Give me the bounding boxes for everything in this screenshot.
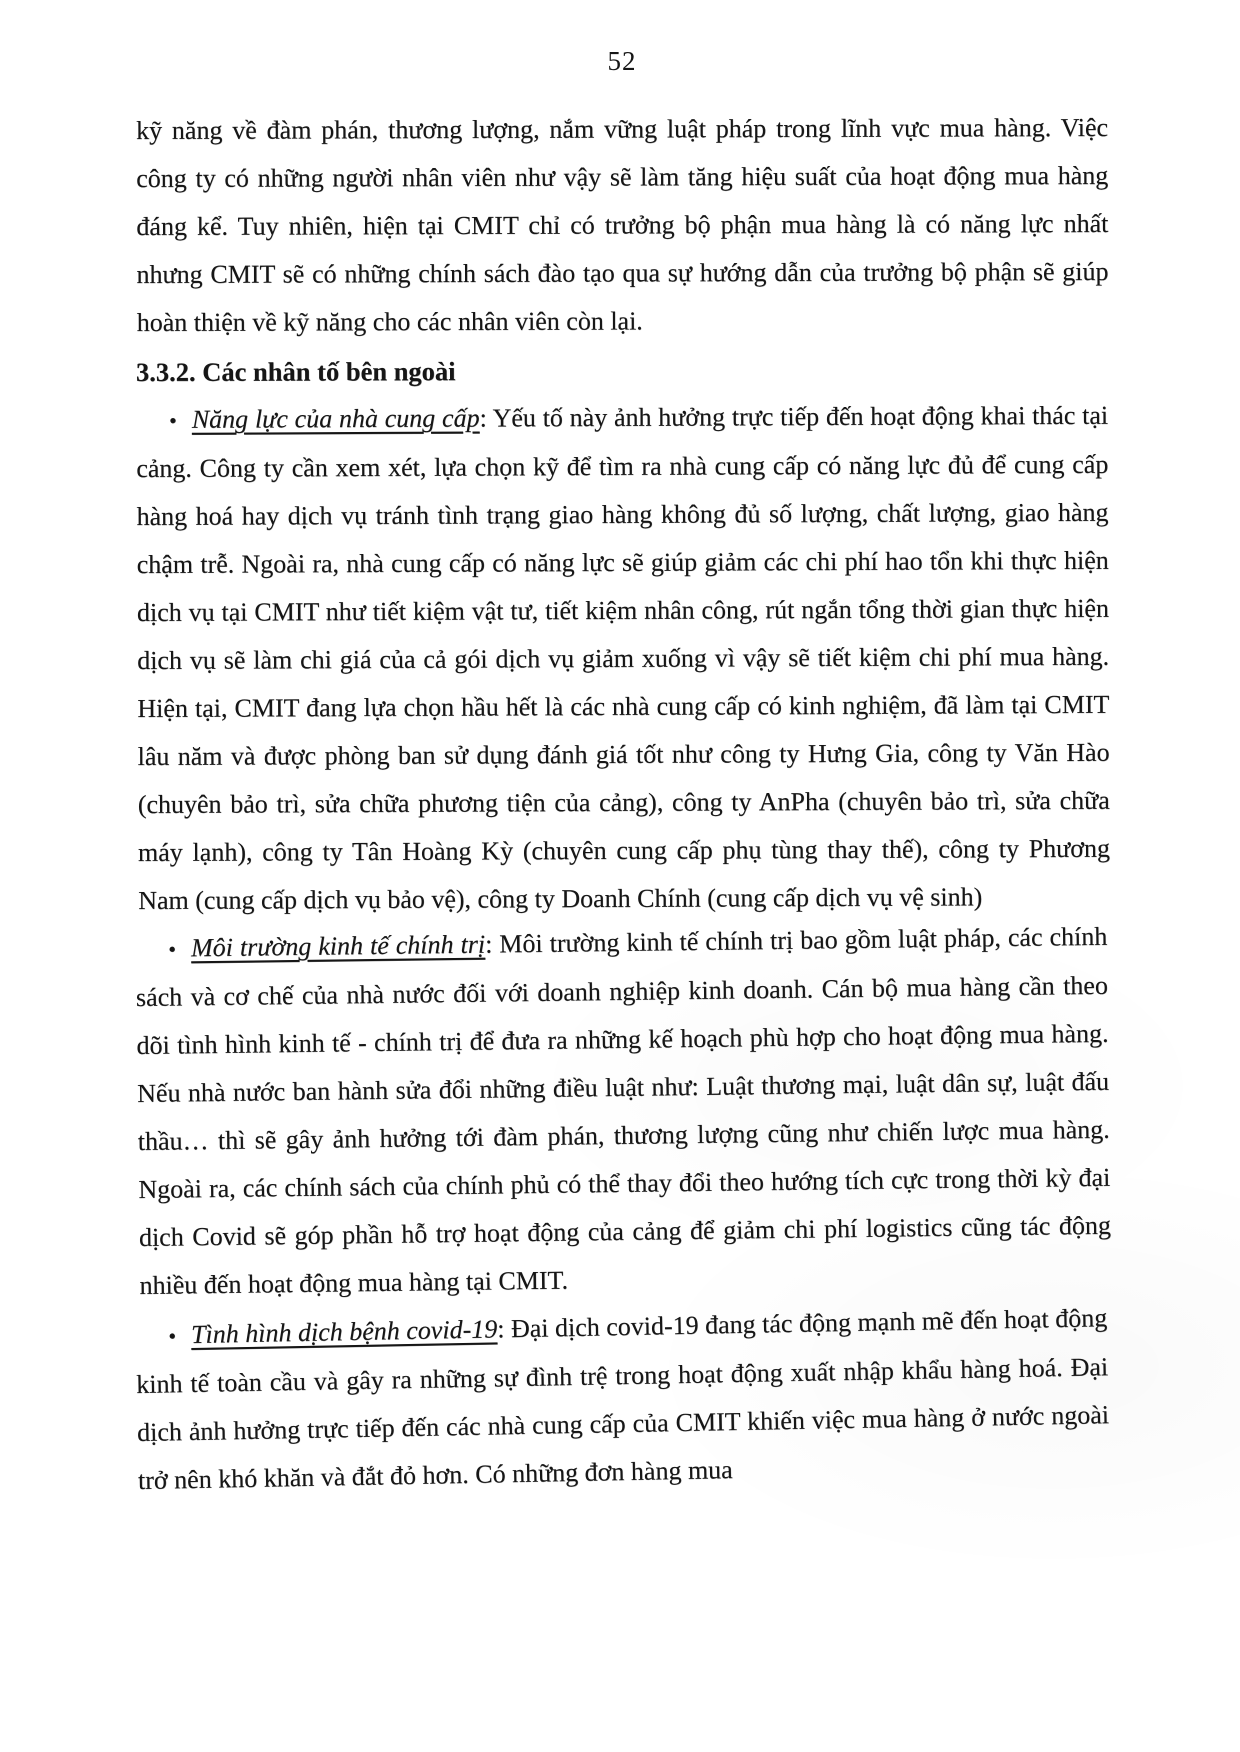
bullet-lead: Môi trường kinh tế chính trị [190, 929, 486, 963]
bullet-marker: • [168, 1323, 177, 1349]
bullet-text: : Đại dịch covid-19 đang tác động mạnh mẽ đến hoạt động kinh tế toàn cầu và gây ra những sự đình trệ trong hoạt động xuất nhập khẩu hàng hoá. Đại dịch ảnh hưởng trực tiếp đến các nhà cung cấp của CMIT khiến việc mua hàng ở nước ngoài trở nên khó khăn và đắt đỏ hơn. Có những đơn hàng mua [136, 1303, 1110, 1495]
bullet-lead: Tình hình dịch bệnh covid-19 [190, 1314, 498, 1349]
page-content [135, 107, 1112, 1505]
bullet-marker: • [169, 407, 177, 433]
bullet-item-covid19-situation [135, 1294, 1110, 1505]
bullet-text: : Yếu tố này ảnh hưởng trực tiếp đến hoạt động khai thác tại cảng. Công ty cần xem xét, lựa chọn kỹ để tìm ra nhà cung cấp có năng lực đủ để cung cấp hàng hoá hay dịch vụ tránh tình trạng giao hàng không đủ số lượng, chất lượng, giao hàng chậm trễ. Ngoài ra, nhà cung cấp có năng lực sẽ giúp giảm các chi phí hao tổn khi thực hiện dịch vụ tại CMIT như tiết kiệm vật tư, tiết kiệm nhân công, rút ngắn tổng thời gian thực hiện dịch vụ sẽ làm chi giá của cả gói dịch vụ giảm xuống vì vậy sẽ tiết kiệm chi phí mua hàng. Hiện tại, CMIT đang lựa chọn hầu hết là các nhà cung cấp có kinh nghiệm, đã làm tại CMIT lâu năm và được phòng ban sử dụng đánh giá tốt như công ty Hưng Gia, công ty Văn Hào (chuyên bảo trì, sửa chữa phương tiện của cảng), công ty AnPha (chuyên bảo trì, sửa chữa máy lạnh), công ty Tân Hoàng Kỳ (chuyên cung cấp phụ tùng thay thế), công ty Phương Nam (cung cấp dịch vụ bảo vệ), công ty Doanh Chính (cung cấp dịch vụ vệ sinh) [136, 400, 1111, 915]
bullet-item-economic-political-environment [135, 913, 1112, 1310]
page-number: 52 [607, 46, 637, 76]
bullet-text: : Môi trường kinh tế chính trị bao gồm luật pháp, các chính sách và cơ chế của nhà nước đối với doanh nghiệp kinh doanh. Cán bộ mua hàng cần theo dõi tình hình kinh tế - chính trị để đưa ra những kế hoạch phù hợp cho hoạt động mua hàng. Nếu nhà nước ban hành sửa đổi những điều luật như: Luật thương mại, luật dân sự, luật đấu thầu… thì sẽ gây ảnh hưởng tới đàm phán, thương lượng cũng như chiến lược mua hàng. Ngoài ra, các chính sách của chính phủ có thể thay đổi theo hướng tích cực trong thời kỳ đại dịch Covid sẽ góp phần hỗ trợ hoạt động của cảng để giảm chi phí logistics cũng tác động nhiều đến hoạt động mua hàng tại CMIT. [135, 921, 1112, 1300]
bullet-marker: • [168, 936, 177, 962]
bullet-lead: Năng lực của nhà cung cấp [191, 403, 480, 434]
bullet-item-supplier-capacity [136, 392, 1110, 925]
paragraph-continuation: kỹ năng về đàm phán, thương lượng, nắm vững luật pháp trong lĩnh vực mua hàng. Việc công ty có những người nhân viên như vậy sẽ làm tăng hiệu suất của hoạt động mua hàng đáng kể. Tuy nhiên, hiện tại CMIT chỉ có trưởng bộ phận mua hàng là có năng lực nhất nhưng CMIT sẽ có những chính sách đào tạo qua sự hướng dẫn của trưởng bộ phận sẽ giúp hoàn thiện về kỹ năng cho các nhân viên còn lại. [136, 112, 1109, 337]
section-heading: 3.3.2. Các nhân tố bên ngoài [135, 356, 456, 387]
